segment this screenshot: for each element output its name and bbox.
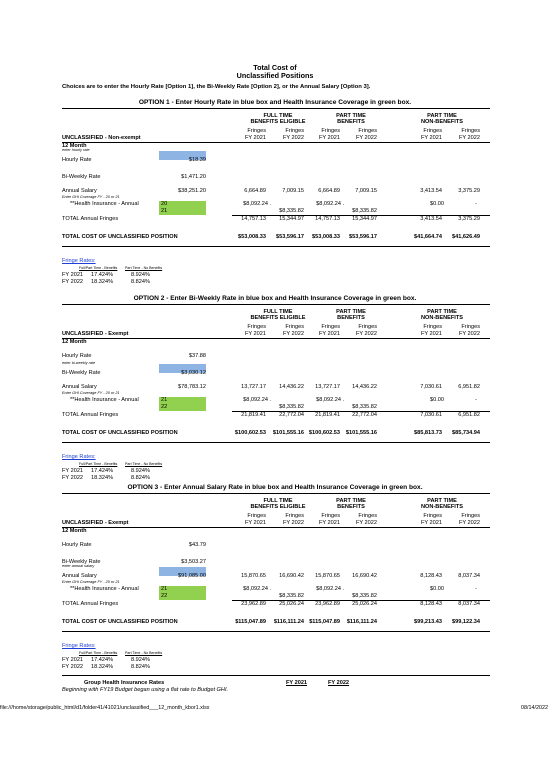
col-fy-label: FY 2022: [458, 135, 480, 141]
col-group-non-benefits: NON-BENEFITS: [421, 504, 463, 510]
biweekly-rate-value: $3,503.27: [181, 559, 206, 565]
coverage-note: Enter GHI Coverage FY - 20 or 21: [62, 195, 120, 199]
annual-salary-label: Annual Salary: [62, 384, 97, 390]
biweekly-rate-value: $3,030.12: [181, 370, 206, 376]
position-type-label: UNCLASSIFIED - Exempt: [62, 520, 129, 526]
col-fy-label: FY 2022: [282, 135, 304, 141]
ghi-note: Beginning with FY19 Budget began using a flat rate to Budget GHI.: [62, 687, 229, 693]
col-group-non-benefits: NON-BENEFITS: [421, 315, 463, 321]
col-fy-label: FY 2022: [355, 135, 377, 141]
col-fy-label: FY 2021: [420, 135, 442, 141]
option-heading: OPTION 2 - Enter Bi-Weekly Rate in blue box and Health Insurance Coverage in green box.: [133, 295, 417, 302]
col-fy-label: FY 2021: [420, 331, 442, 337]
total-cost-cell: $99,213.43: [414, 619, 442, 625]
col-group-part-time: PART TIME: [336, 498, 366, 504]
col-fringes-label: Fringes: [358, 513, 377, 519]
annual-salary-value: $38,251.20: [178, 188, 206, 194]
fringe-fy2021-label: FY 2021: [62, 468, 84, 474]
coverage-note: Enter GHI Coverage FY - 20 or 21: [62, 391, 120, 395]
fringe-col-ft: Full/Part Time - Benefits: [79, 462, 118, 466]
hourly-rate-value: $18.39: [188, 157, 206, 163]
coverage-value-top[interactable]: 21: [161, 397, 168, 403]
health-insurance-label: **Health Insurance - Annual: [70, 397, 139, 403]
col-fy-label: FY 2021: [244, 331, 266, 337]
health-insurance-label: **Health Insurance - Annual: [70, 586, 139, 592]
health-ft-fy21: $8,092.24: [243, 397, 268, 403]
annual-fringe-cell: 16,690.42: [352, 573, 377, 579]
total-fringes-cell: 15,344.97: [352, 216, 377, 222]
col-fringes-label: Fringes: [285, 513, 304, 519]
option-3-section: OPTION 3 - Enter Annual Salary Rate in blue box and Health Insurance Coverage in green box. FULL TIME BENEFITS ELIGIBLE PART TIME BENEFITS PART TIME NON-BENEFITS Fringes FY 2021 Fringes FY 2022 Fringes FY 2021 Fringes FY 2022 Fringes FY 2021 Fringes FY 2022 UNCLASSIFIED - Exempt 12 Month Hourly Rate $43.79 Bi-Weekly Rate $3,503.27 Annual Salary $91,085.00 15,870.65 16,690.42 15,870.65 16,690.42 8,128.43 8,037.34 Enter GHI Coverage FY - 20 or 21 **Health Insurance - Annual 21 22 $8,092.24 . $8,092.24 . $0.00 - $8,335.82 $8,335.82 TOTAL Annual Fringes 23,962.89 25,026.24 23,962.89 25,026.24 8,128.43 8,037.34 TOTAL COST OF UNCLASSIFIED POSITION $115,047.89 $116,111.24 $115,047.89 $116,111.24 $99,213.43 $99,122.34 Fringe Rates: Full/Part Time - Benefits Part Time - No Benefits FY 2021 17.424% 8.924% FY 2022 18.324% 8.824% enter annual salary: [0, 485, 550, 670]
fringe-fy2021-ft: 17.424%: [91, 272, 114, 278]
annual-fringe-cell: 13,727.17: [315, 384, 340, 390]
coverage-value-top[interactable]: 20: [161, 201, 168, 207]
total-fringes-cell: 14,757.13: [315, 216, 340, 222]
fringe-rates-link[interactable]: Fringe Rates:: [62, 454, 96, 460]
fringe-fy2021-label: FY 2021: [62, 272, 84, 278]
col-fringes-label: Fringes: [321, 128, 340, 134]
annual-fringe-cell: 7,030.61: [420, 384, 442, 390]
health-insurance-label: **Health Insurance - Annual: [70, 201, 139, 207]
total-fringes-cell: 22,772.04: [352, 412, 377, 418]
health-nb-fy21: $0.00: [430, 397, 444, 403]
total-cost-cell: $116,111.24: [346, 619, 377, 625]
total-fringes-cell: 25,026.24: [279, 601, 304, 607]
col-fringes-label: Fringes: [358, 324, 377, 330]
annual-fringe-cell: 7,009.15: [355, 188, 377, 194]
total-cost-cell: $115,047.89: [309, 619, 340, 625]
col-fringes-label: Fringes: [461, 324, 480, 330]
total-cost-cell: $100,602.53: [308, 430, 340, 436]
fringe-col-ft: Full/Part Time - Benefits: [79, 266, 118, 270]
annual-fringe-cell: 3,413.54: [420, 188, 442, 194]
col-group-benefits-eligible: BENEFITS ELIGIBLE: [250, 504, 306, 510]
total-cost-cell: $53,596.17: [276, 234, 304, 240]
col-fringes-label: Fringes: [247, 128, 266, 134]
total-cost-cell: $85,734.94: [452, 430, 480, 436]
col-fy-label: FY 2021: [318, 331, 340, 337]
total-fringes-cell: 21,819.41: [241, 412, 266, 418]
annual-salary-label: Annual Salary: [62, 188, 97, 194]
fringe-fy2021-pt: 8.924%: [131, 468, 150, 474]
hourly-rate-value: $37.88: [188, 353, 206, 359]
hourly-rate-label: Hourly Rate: [62, 157, 92, 163]
col-group-full-time: FULL TIME: [263, 113, 293, 119]
col-fringes-label: Fringes: [423, 128, 442, 134]
fringe-fy2021-ft: 17.424%: [91, 657, 114, 663]
total-fringes-cell: 23,962.89: [315, 601, 340, 607]
position-type-label: UNCLASSIFIED - Exempt: [62, 331, 129, 337]
col-fy-label: FY 2022: [282, 331, 304, 337]
coverage-value-bottom[interactable]: 22: [161, 404, 168, 410]
total-fringes-cell: 6,951.82: [458, 412, 480, 418]
col-fringes-label: Fringes: [247, 324, 266, 330]
col-group-benefits: BENEFITS: [337, 504, 365, 510]
col-fy-label: FY 2022: [355, 520, 377, 526]
col-group-benefits: BENEFITS: [337, 119, 365, 125]
enter-rate-note: enter annual salary: [62, 564, 95, 568]
fringe-fy2021-pt: 8.924%: [131, 657, 150, 663]
health-pt-fy21: $8,092.24: [316, 586, 341, 592]
health-nb-fy21: $0.00: [430, 586, 444, 592]
col-fy-label: FY 2022: [458, 520, 480, 526]
hourly-rate-label: Hourly Rate: [62, 542, 92, 548]
twelve-month-label: 12 Month: [62, 339, 87, 345]
total-cost-cell: $85,813.73: [414, 430, 442, 436]
col-fy-label: FY 2021: [318, 520, 340, 526]
coverage-value-bottom[interactable]: 22: [161, 593, 168, 599]
health-ft-fy21: $8,092.24: [243, 586, 268, 592]
total-fringes-label: TOTAL Annual Fringes: [62, 216, 119, 222]
fringe-rates-link[interactable]: Fringe Rates:: [62, 643, 96, 649]
col-fringes-label: Fringes: [358, 128, 377, 134]
coverage-note: Enter GHI Coverage FY - 20 or 21: [62, 580, 120, 584]
health-ft-fy21: $8,092.24: [243, 201, 268, 207]
col-fringes-label: Fringes: [321, 513, 340, 519]
health-nb-fy21: $0.00: [430, 201, 444, 207]
annual-fringe-cell: 14,436.22: [352, 384, 377, 390]
col-fringes-label: Fringes: [461, 513, 480, 519]
fringe-col-pt: Part Time - No Benefits: [125, 266, 163, 270]
choices-instruction: Choices are to enter the Hourly Rate [Option 1], the Bi-Weekly Rate [Option 2], or the Annual Salary [Option 3].: [62, 84, 371, 90]
col-group-full-time: FULL TIME: [263, 498, 293, 504]
total-fringes-label: TOTAL Annual Fringes: [62, 601, 119, 607]
health-pt-fy22: $8,335.82: [352, 593, 377, 599]
health-ft-fy22: $8,335.82: [279, 593, 304, 599]
col-fringes-label: Fringes: [321, 324, 340, 330]
col-fringes-label: Fringes: [285, 128, 304, 134]
coverage-value-bottom[interactable]: 21: [161, 208, 168, 214]
col-group-part-time-nb: PART TIME: [427, 498, 457, 504]
col-fy-label: FY 2022: [458, 331, 480, 337]
total-cost-cell: $101,555.16: [345, 430, 377, 436]
total-fringes-cell: 8,128.43: [420, 601, 442, 607]
col-group-part-time-nb: PART TIME: [427, 309, 457, 315]
health-pt-fy21: $8,092.24: [316, 397, 341, 403]
fringe-fy2021-label: FY 2021: [62, 657, 84, 663]
col-fy-label: FY 2021: [244, 135, 266, 141]
option-heading: OPTION 1 - Enter Hourly Rate in blue box and Health Insurance Coverage in green box.: [138, 99, 412, 106]
total-cost-label: TOTAL COST OF UNCLASSIFIED POSITION: [62, 234, 178, 240]
biweekly-rate-label: Bi-Weekly Rate: [62, 174, 101, 180]
annual-salary-value: $91,085.00: [178, 573, 206, 579]
col-fy-label: FY 2022: [355, 331, 377, 337]
annual-fringe-cell: 13,727.17: [241, 384, 266, 390]
fringe-fy2022-ft: 18.324%: [91, 475, 114, 481]
total-fringes-cell: 25,026.24: [352, 601, 377, 607]
total-fringes-cell: 14,757.13: [241, 216, 266, 222]
group-health-fy2022: FY 2022: [328, 680, 350, 686]
col-group-non-benefits: NON-BENEFITS: [421, 119, 463, 125]
twelve-month-label: 12 Month: [62, 143, 87, 149]
enter-rate-note: enter hourly rate: [62, 148, 90, 152]
health-pt-fy22: $8,335.82: [352, 208, 377, 214]
total-cost-cell: $41,664.74: [414, 234, 442, 240]
fringe-fy2022-ft: 18.324%: [91, 279, 114, 285]
fringe-fy2021-pt: 8.924%: [131, 272, 150, 278]
total-cost-cell: $100,602.53: [234, 430, 266, 436]
col-fy-label: FY 2021: [318, 135, 340, 141]
file-path: file:///home/storage/public_html/d1/folder41/41021/unclassified___12_month_kbor1.xlsx: [0, 705, 210, 711]
fringe-fy2022-label: FY 2022: [62, 475, 84, 481]
fringe-fy2022-label: FY 2022: [62, 279, 84, 285]
col-fringes-label: Fringes: [285, 324, 304, 330]
total-cost-cell: $101,555.16: [272, 430, 304, 436]
coverage-value-top[interactable]: 21: [161, 586, 168, 592]
annual-fringe-cell: 16,690.42: [279, 573, 304, 579]
fringe-col-pt: Part Time - No Benefits: [125, 651, 163, 655]
annual-fringe-cell: 14,436.22: [279, 384, 304, 390]
annual-fringe-cell: 7,009.15: [282, 188, 304, 194]
total-cost-cell: $99,122.34: [452, 619, 480, 625]
health-pt-fy21: $8,092.24: [316, 201, 341, 207]
fringe-fy2022-ft: 18.324%: [91, 664, 114, 670]
total-fringes-cell: 3,375.29: [458, 216, 480, 222]
total-cost-cell: $116,111.24: [273, 619, 304, 625]
annual-fringe-cell: 15,870.65: [315, 573, 340, 579]
health-pt-fy22: $8,335.82: [352, 404, 377, 410]
annual-fringe-cell: 6,664.89: [244, 188, 266, 194]
total-cost-label: TOTAL COST OF UNCLASSIFIED POSITION: [62, 619, 178, 625]
col-fringes-label: Fringes: [461, 128, 480, 134]
health-ft-fy22: $8,335.82: [279, 404, 304, 410]
hourly-rate-label: Hourly Rate: [62, 353, 92, 359]
annual-fringe-cell: 15,870.65: [241, 573, 266, 579]
print-date: 08/14/2022: [521, 705, 548, 711]
annual-fringe-cell: 6,664.89: [318, 188, 340, 194]
twelve-month-label: 12 Month: [62, 528, 87, 534]
annual-fringe-cell: 6,951.82: [458, 384, 480, 390]
total-cost-cell: $115,047.89: [235, 619, 266, 625]
annual-salary-value: $78,783.12: [178, 384, 206, 390]
col-group-benefits-eligible: BENEFITS ELIGIBLE: [250, 315, 306, 321]
group-health-label: Group Health Insurance Rates: [84, 680, 165, 686]
total-fringes-cell: 8,037.34: [458, 601, 480, 607]
total-fringes-cell: 7,030.61: [420, 412, 442, 418]
total-fringes-cell: 15,344.97: [279, 216, 304, 222]
fringe-fy2021-ft: 17.424%: [91, 468, 114, 474]
total-fringes-cell: 3,413.54: [420, 216, 442, 222]
col-group-part-time: PART TIME: [336, 309, 366, 315]
col-group-part-time-nb: PART TIME: [427, 113, 457, 119]
col-fringes-label: Fringes: [423, 513, 442, 519]
annual-salary-label: Annual Salary: [62, 573, 97, 579]
total-cost-cell: $53,008.33: [312, 234, 340, 240]
annual-fringe-cell: 8,037.34: [458, 573, 480, 579]
fringe-fy2022-pt: 8.824%: [131, 279, 150, 285]
col-fy-label: FY 2021: [244, 520, 266, 526]
total-cost-label: TOTAL COST OF UNCLASSIFIED POSITION: [62, 430, 178, 436]
col-fringes-label: Fringes: [423, 324, 442, 330]
col-fy-label: FY 2022: [282, 520, 304, 526]
option-1-section: OPTION 1 - Enter Hourly Rate in blue box and Health Insurance Coverage in green box. FULL TIME BENEFITS ELIGIBLE PART TIME BENEFITS PART TIME NON-BENEFITS Fringes FY 2021 Fringes FY 2022 Fringes FY 2021 Fringes FY 2022 Fringes FY 2021 Fringes FY 2022 UNCLASSIFIED - Non-exempt 12 Month Hourly Rate $18.39 Bi-Weekly Rate $1,471.20 Annual Salary $38,251.20 6,664.89 7,009.15 6,664.89 7,009.15 3,413.54 3,375.29 Enter GHI Coverage FY - 20 or 21 **Health Insurance - Annual 20 21 $8,092.24 . $8,092.24 . $0.00 - $8,335.82 $8,335.82 TOTAL Annual Fringes 14,757.13 15,344.97 14,757.13 15,344.97 3,413.54 3,375.29 TOTAL COST OF UNCLASSIFIED POSITION $53,008.33 $53,596.17 $53,008.33 $53,596.17 $41,664.74 $41,626.49 Fringe Rates: Full/Part Time - Benefits Part Time - No Benefits FY 2021 17.424% 8.924% FY 2022 18.324% 8.824% enter hourly rate: [0, 100, 550, 285]
col-group-benefits-eligible: BENEFITS ELIGIBLE: [250, 119, 306, 125]
biweekly-rate-label: Bi-Weekly Rate: [62, 559, 101, 565]
total-cost-cell: $53,008.33: [238, 234, 266, 240]
total-fringes-label: TOTAL Annual Fringes: [62, 412, 119, 418]
annual-fringe-cell: 8,128.43: [420, 573, 442, 579]
option-2-section: OPTION 2 - Enter Bi-Weekly Rate in blue box and Health Insurance Coverage in green box. FULL TIME BENEFITS ELIGIBLE PART TIME BENEFITS PART TIME NON-BENEFITS Fringes FY 2021 Fringes FY 2022 Fringes FY 2021 Fringes FY 2022 Fringes FY 2021 Fringes FY 2022 UNCLASSIFIED - Exempt 12 Month Hourly Rate $37.88 Bi-Weekly Rate $3,030.12 Annual Salary $78,783.12 13,727.17 14,436.22 13,727.17 14,436.22 7,030.61 6,951.82 Enter GHI Coverage FY - 20 or 21 **Health Insurance - Annual 21 22 $8,092.24 . $8,092.24 . $0.00 - $8,335.82 $8,335.82 TOTAL Annual Fringes 21,819.41 22,772.04 21,819.41 22,772.04 7,030.61 6,951.82 TOTAL COST OF UNCLASSIFIED POSITION $100,602.53 $101,555.16 $100,602.53 $101,555.16 $85,813.73 $85,734.94 Fringe Rates: Full/Part Time - Benefits Part Time - No Benefits FY 2021 17.424% 8.924% FY 2022 18.324% 8.824% enter bi-weekly rate: [0, 296, 550, 481]
option-heading: OPTION 3 - Enter Annual Salary Rate in blue box and Health Insurance Coverage in green box.: [127, 484, 423, 491]
total-fringes-cell: 23,962.89: [241, 601, 266, 607]
biweekly-rate-value: $1,471.20: [181, 174, 206, 180]
fringe-rates-link[interactable]: Fringe Rates:: [62, 258, 96, 264]
col-group-benefits: BENEFITS: [337, 315, 365, 321]
col-group-full-time: FULL TIME: [263, 309, 293, 315]
total-cost-cell: $41,626.49: [452, 234, 480, 240]
annual-fringe-cell: 3,375.29: [458, 188, 480, 194]
total-fringes-cell: 22,772.04: [279, 412, 304, 418]
fringe-fy2022-label: FY 2022: [62, 664, 84, 670]
total-cost-cell: $53,596.17: [349, 234, 377, 240]
page-subtitle-cut: Unclassified Positions: [236, 71, 314, 80]
fringe-col-pt: Part Time - No Benefits: [125, 462, 163, 466]
enter-rate-note: enter bi-weekly rate: [62, 361, 96, 365]
hourly-rate-value: $43.79: [188, 542, 206, 548]
col-group-part-time: PART TIME: [336, 113, 366, 119]
total-fringes-cell: 21,819.41: [315, 412, 340, 418]
fringe-fy2022-pt: 8.824%: [131, 664, 150, 670]
fringe-fy2022-pt: 8.824%: [131, 475, 150, 481]
fringe-col-ft: Full/Part Time - Benefits: [79, 651, 118, 655]
page-title: Total Cost of: [253, 63, 297, 72]
biweekly-rate-label: Bi-Weekly Rate: [62, 370, 101, 376]
col-fringes-label: Fringes: [247, 513, 266, 519]
health-ft-fy22: $8,335.82: [279, 208, 304, 214]
col-fy-label: FY 2021: [420, 520, 442, 526]
group-health-fy2021: FY 2021: [286, 680, 308, 686]
position-type-label: UNCLASSIFIED - Non-exempt: [62, 135, 141, 141]
